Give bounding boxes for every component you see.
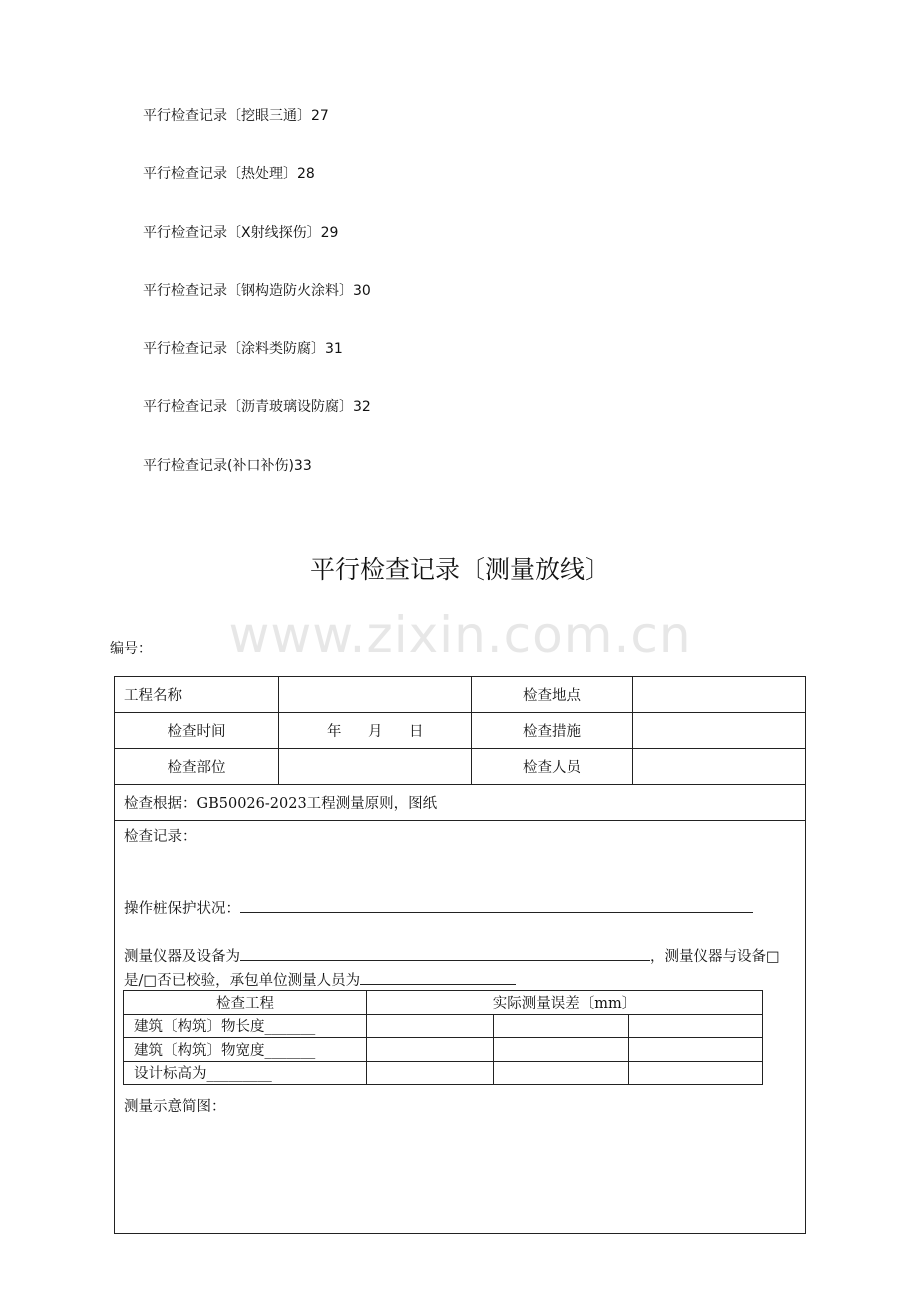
error-cell[interactable] [367, 1038, 494, 1062]
calibration-line [124, 969, 516, 990]
date-month: 月 [368, 724, 383, 740]
error-cell[interactable] [367, 1014, 494, 1038]
table-header-row [124, 991, 763, 1015]
form-row-time [115, 713, 805, 749]
toc-item[interactable]: 平行检查记录〔沥青玻璃设防腐〕32 [143, 399, 371, 416]
toc-item[interactable]: 平行检查记录〔挖眼三通〕27 [143, 108, 329, 124]
table-row [124, 1014, 763, 1038]
serial-number-label: 编号： [110, 641, 152, 657]
date-field[interactable] [278, 713, 471, 748]
toc-item[interactable]: 平行检查记录〔涂料类防腐〕31 [143, 341, 343, 358]
instrument-suffix: ，测量仪器与设备□ [650, 949, 780, 965]
form-row-part [115, 749, 805, 785]
toc-item[interactable]: 平行检查记录〔X射线探伤〕29 [143, 224, 339, 241]
pile-protection-field[interactable] [240, 898, 753, 913]
inspector-label: 检查人员 [471, 749, 632, 784]
sketch-label: 测量示意简图： [124, 1099, 226, 1115]
instrument-line [124, 945, 780, 966]
measures-label: 检查措施 [471, 713, 632, 748]
inspection-form [114, 676, 806, 1234]
form-row-basis [115, 785, 805, 821]
row-label: 设计标高为_________ [124, 1061, 367, 1085]
calibration-label: 是/□否已校验，承包单位测量人员为 [124, 973, 361, 989]
row-label: 建筑〔构筑〕物长度_______ [124, 1014, 367, 1038]
date-day: 日 [409, 724, 424, 740]
toc-item[interactable]: 平行检查记录(补口补伤)33 [143, 457, 312, 474]
table-row [124, 1061, 763, 1085]
page-title: 平行检查记录〔测量放线〕 [309, 555, 610, 584]
column-header-error: 实际测量误差〔mm〕 [367, 991, 763, 1015]
project-name-field[interactable] [278, 677, 471, 712]
project-name-label: 工程名称 [124, 688, 182, 704]
toc-item[interactable]: 平行检查记录〔钢构造防火涂料〕30 [143, 282, 371, 299]
inspector-field[interactable] [632, 749, 805, 784]
table-of-contents [143, 104, 843, 512]
part-field[interactable] [278, 749, 471, 784]
pile-protection-label: 操作桩保护状况： [124, 901, 240, 917]
instrument-label: 测量仪器及设备为 [124, 949, 240, 965]
table-row [124, 1038, 763, 1062]
error-cell[interactable] [367, 1061, 494, 1085]
error-cell[interactable] [494, 1038, 629, 1062]
error-cell[interactable] [494, 1014, 629, 1038]
column-header-item: 检查工程 [124, 991, 367, 1015]
instrument-field[interactable] [240, 946, 650, 961]
surveyor-field[interactable] [360, 970, 516, 985]
pile-protection-line [124, 897, 753, 918]
measurement-table [123, 990, 763, 1085]
location-label: 检查地点 [471, 677, 632, 712]
error-cell[interactable] [629, 1014, 763, 1038]
date-year: 年 [327, 724, 342, 740]
toc-item[interactable]: 平行检查记录〔热处理〕28 [143, 166, 315, 183]
error-cell[interactable] [629, 1061, 763, 1085]
time-label: 检查时间 [167, 724, 226, 740]
error-cell[interactable] [494, 1061, 629, 1085]
part-label: 检查部位 [167, 760, 226, 776]
error-cell[interactable] [629, 1038, 763, 1062]
form-row-project [115, 677, 805, 713]
location-field[interactable] [632, 677, 805, 712]
record-label: 检查记录： [124, 829, 197, 845]
watermark: www.zixin.com.cn [228, 606, 692, 664]
row-label: 建筑〔构筑〕物宽度_______ [124, 1038, 367, 1062]
measures-field[interactable] [632, 713, 805, 748]
basis-text: 检查根据：GB50026-2023工程测量原则，图纸 [124, 796, 438, 812]
